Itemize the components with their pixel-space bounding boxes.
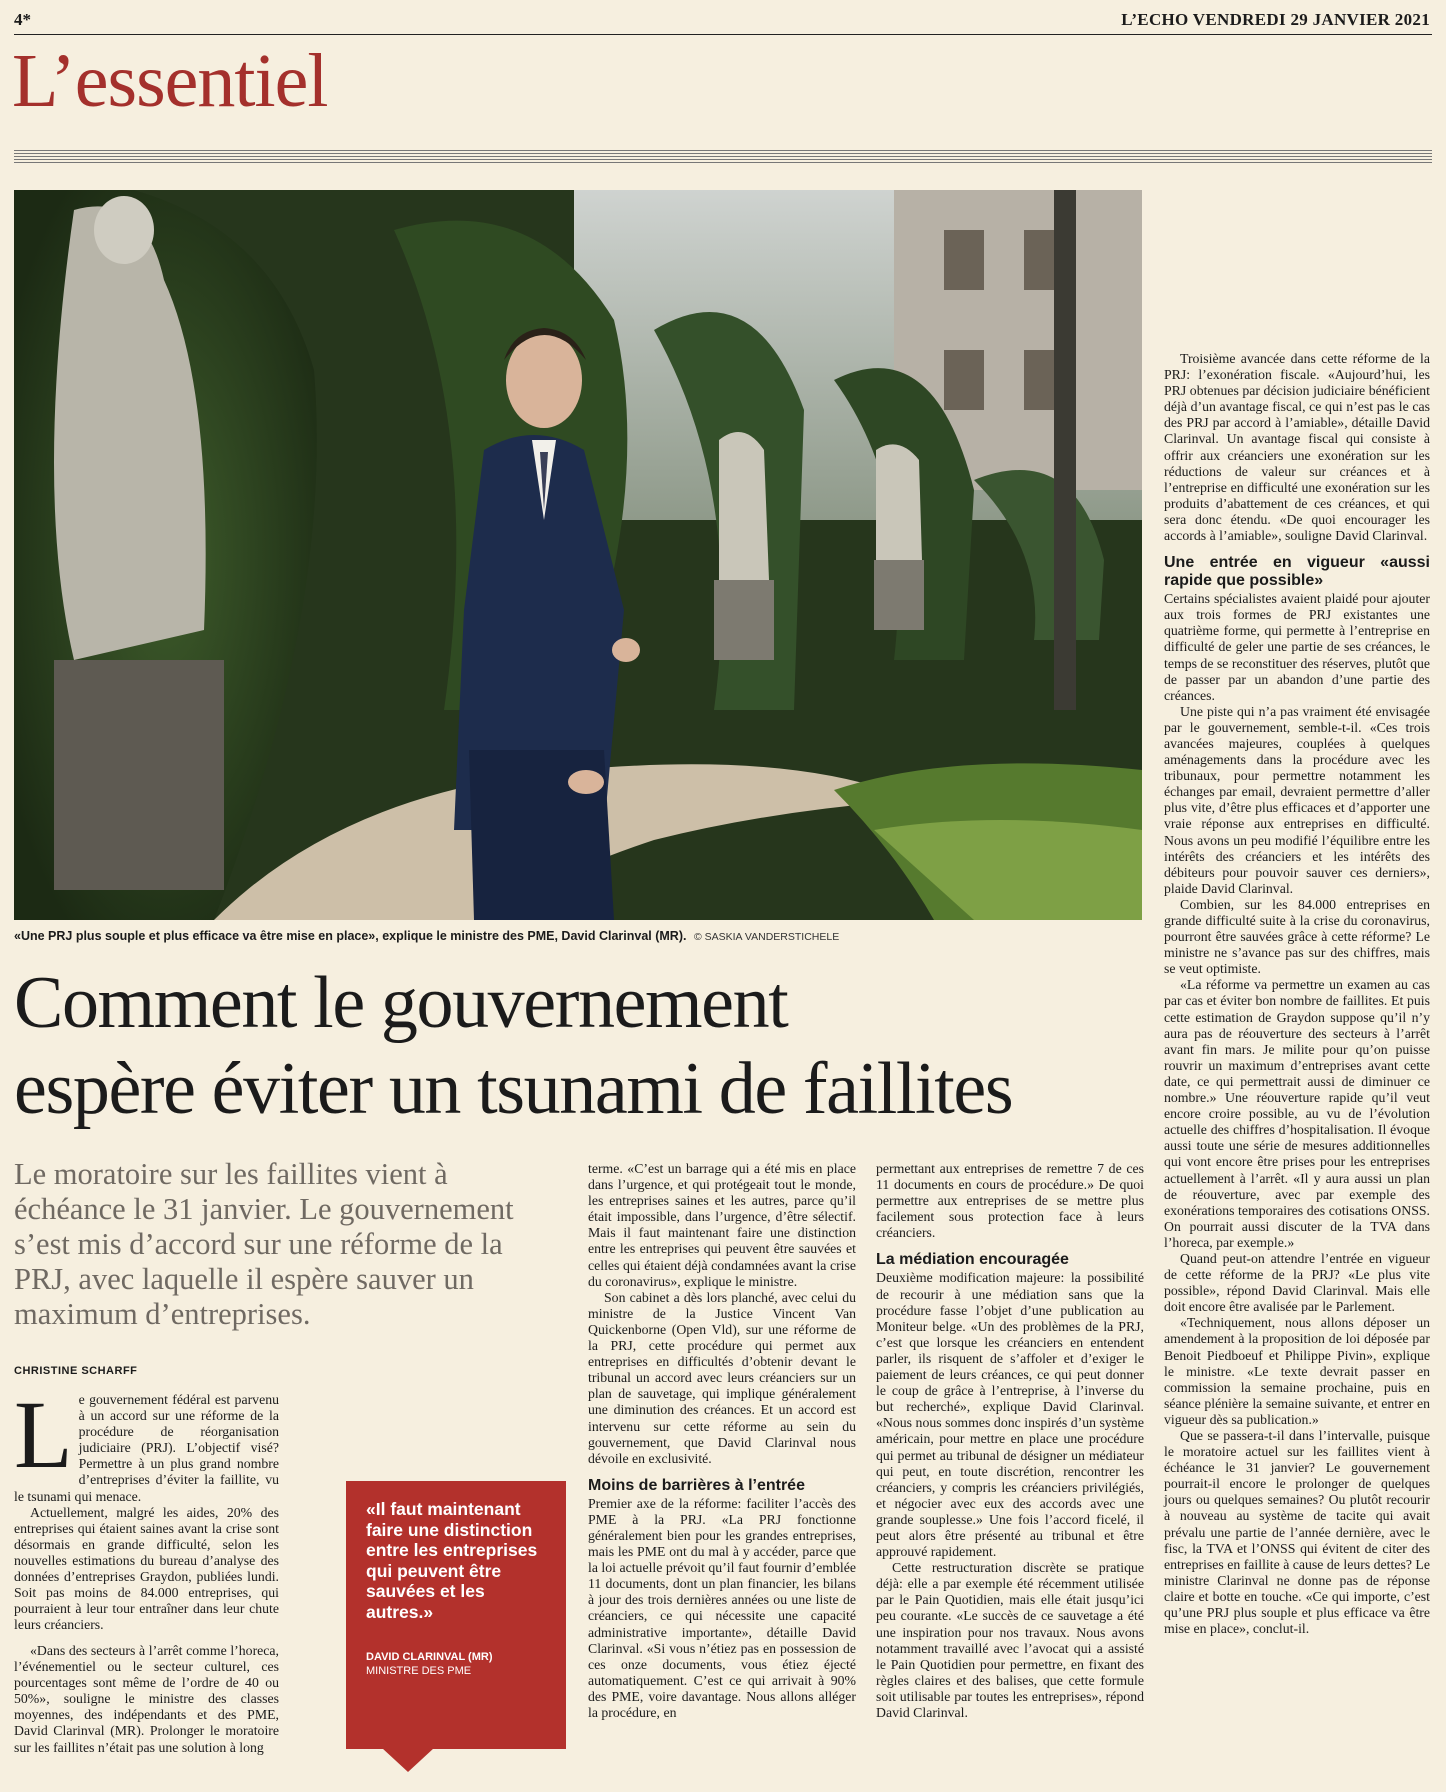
paragraph: Une piste qui n’a pas vraiment été envisagée par le gouvernement, semble-t-il. «Ces trois avancées majeures, couplées à quelques aménagements dans la procédure avec les tribunaux, pour permettre notamment les échanges par email, devraient permettre d’aller plus vite, d’être plus efficaces et d’apporter une vraie réponse aux entreprises en difficulté. Nous avons un peu modifié l’équilibre entre les intérêts des créanciers et les intérêts des débiteurs pour pouvoir sauver ces derniers», plaide David Clarinval. [1164, 703, 1430, 896]
pull-quote [346, 1481, 566, 1749]
paragraph: Certains spécialistes avaient plaidé pour ajouter aux trois formes de PRJ existantes une quatrième forme, qui permette à l’entreprise en difficulté de geler une partie de ses créances, le temps de se reconstituer des réserves, plutôt que de passer par un abandon d’une partie des créances. [1164, 591, 1430, 703]
pull-quote-author: DAVID CLARINVAL (MR) [366, 1651, 493, 1663]
column-1-continued [14, 1643, 279, 1756]
paragraph: Actuellement, malgré les aides, 20% des entreprises qui étaient saines avant la crise sont désormais en grande difficulté, selon les nouvelles estimations du bureau d’analyse des données d’entreprises Graydon, publiées lundi. Soit pas moins de 84.000 entreprises, qui pourraient à leur tour entraîner dans leur chute leurs créanciers. [14, 1504, 279, 1633]
pull-quote-text: «Il faut maintenant faire une distinction entre les entreprises qui peuvent être sauvées et les autres.» [366, 1499, 538, 1622]
section-divider [14, 150, 1432, 164]
subhead-vigueur: Une entrée en vigueur «aussi rapide que possible» [1164, 554, 1430, 590]
dateline: L’ECHO VENDREDI 29 JANVIER 2021 [1121, 10, 1430, 29]
photo-caption [14, 929, 1144, 943]
article-photo [14, 190, 1142, 920]
page-number: 4* [14, 10, 31, 29]
top-rule [14, 34, 1432, 35]
column-4 [1164, 351, 1430, 1637]
column-1 [14, 1381, 279, 1633]
paragraph: Que se passera-t-il dans l’intervalle, puisque le moratoire actuel sur les faillites vient à échéance le 31 janvier? Le gouvernement pourrait-il encore le prolonger de quelques jours ou quelques semaines? Ou plutôt recourir à nouveau au système de tacite qui avait prévalu une partie de l’année dernière, avec le fisc, la TVA et l’ONSS qui évitent de citer des entreprises en faillite à cause de leurs dettes? Le ministre Clarinval ne donne pas de réponse claire et botte en touche. «Ce qui importe, c’est qu’une PRJ plus souple et plus efficace va être mise en place», conclut-il. [1164, 1428, 1430, 1637]
garden-portrait-illustration [14, 190, 1142, 920]
paragraph: permettant aux entreprises de remettre 7 de ces 11 documents en cours de procédure.» De quoi permettre aux entreprises de se mettre plus facilement sous protection face à leurs créanciers. [876, 1161, 1144, 1241]
column-3 [876, 1161, 1144, 1721]
byline: CHRISTINE SCHARFF [14, 1365, 138, 1377]
article-lede: Le moratoire sur les faillites vient à échéance le 31 janvier. Le gouvernement s’est mis d’accord sur une réforme de la PRJ, avec laquelle il espère sauver un maximum d’entreprises. [14, 1157, 514, 1331]
caption-text: «Une PRJ plus souple et plus efficace va être mise en place», explique le ministre des PME, David Clarinval (MR). [14, 929, 687, 943]
subhead-mediation: La médiation encouragée [876, 1251, 1069, 1269]
photo-credit: © SASKIA VANDERSTICHELE [693, 931, 840, 943]
paragraph: Cette restructuration discrète se pratique déjà: elle a par exemple été récemment utilisée par le Pain Quotidien, mais elle était jusqu’ici peu courante. «Le succès de ce sauvetage a été une inspiration pour nos travaux. Nous avons notamment travaillé avec l’avocat qui a assisté le Pain Quotidien pour permettre, en fixant des règles claires et des balises, que cette formule soit utilisable par toutes les entreprises», répond David Clarinval. [876, 1560, 1144, 1720]
paragraph: «La réforme va permettre un examen au cas par cas et éviter bon nombre de faillites. Et puis cette estimation de Graydon suppose qu’il n’y aura pas de réouverture des secteurs à l’arrêt avant fin mars. Je milite pour qu’on puisse rouvrir un maximum d’entreprises avant cette date, ce qui permettrait aussi de diminuer ce nombre.» Une réouverture rapide qu’il veut encore croire possible, au vu de l’évolution actuelle des chiffres d’hospitalisation. Il évoque aussi toute une série de mesures additionnelles qui vont encore être prises pour les entreprises actuellement à l’arrêt. «Il y aura aussi un plan de réouverture, avec par exemple des exonérations temporaires des cotisations ONSS. On pourrait aussi discuter de la TVA dans l’horeca, par exemple.» [1164, 977, 1430, 1250]
paragraph: «Techniquement, nous allons déposer un amendement à la proposition de loi déposée par Benoit Piedboeuf et Philippe Pivin», explique le ministre. «Le texte devrait passer en commission la semaine prochaine, puis en séance plénière la semaine suivante, et entrer en vigueur dès sa publication.» [1164, 1315, 1430, 1427]
paragraph-text: e gouvernement fédéral est parvenu à un accord sur une réforme de la procédure de réorganisation judiciaire (PRJ). L’objectif visé? Permettre à un plus grand nombre d’entreprises d’éviter la faillite, vu le tsunami qui menace. [14, 1392, 279, 1504]
paragraph: Combien, sur les 84.000 entreprises en grande difficulté suite à la crise du coronavirus, pourront être sauvées grâce à cette réforme? Le ministre ne s’avance pas sur des chiffres, mais se veut optimiste. [1164, 896, 1430, 977]
paragraph: Son cabinet a dès lors planché, avec celui du ministre de la Justice Vincent Van Quickenborne (Open Vld), sur une réforme de la PRJ, cette procédure qui permet aux entreprises en difficultés d’obtenir devant le tribunal un accord avec leurs créanciers sur un plan de sauvetage, qui implique généralement une diminution des créances. Et un accord est intervenu sur cette réforme au sein du gouvernement, que David Clarinval nous dévoile en exclusivité. [588, 1289, 856, 1466]
pull-quote-role: MINISTRE DES PME [366, 1665, 472, 1677]
headline-line-2: espère éviter un tsunami de faillites [14, 1048, 1013, 1130]
paragraph: Troisième avancée dans cette réforme de la PRJ: l’exonération fiscale. «Aujourd’hui, les PRJ obtenues par décision judiciaire bénéficient déjà d’un avantage fiscal, ce qui n’est pas le cas des PRJ par accord à l’amiable», détaille David Clarinval. Un avantage fiscal qui consiste à offrir aux créanciers une exonération sur les réductions de valeur sur créances et à l’entreprise en difficulté une exonération sur les produits d’abattement de ces créances, et qui sera donc étendu. «De quoi encourager les accords à l’amiable», souligne David Clarinval. [1164, 351, 1430, 544]
dropcap: L [14, 1381, 73, 1488]
paragraph: Deuxième modification majeure: la possibilité de recourir à une médiation sans que la procédure fasse l’objet d’une publication au Moniteur belge. «Un des problèmes de la PRJ, c’est que lorsque les créanciers en entendent parler, ils risquent de s’affoler et d’exiger le paiement de leurs créances, ce qui peut donner le coup de grâce à l’entreprise, à l’inverse du but recherché», explique David Clarinval. «Nous nous sommes donc inspirés d’un système américain, pour mettre en place une procédure qui permet au tribunal de désigner un médiateur qui peut, en toute discrétion, rencontrer les créanciers, y compris les créanciers privilégiés, et négocier avec eux des accords avec une grande souplesse.» Une fois l’accord ficelé, il peut alors être présenté au tribunal et être approuvé rapidement. [876, 1270, 1144, 1560]
paragraph: terme. «C’est un barrage qui a été mis en place dans l’urgence, et qui protégeait tout le monde, les entreprises saines et les autres, parce qu’il était impossible, dans l’urgence, d’être sélectif. Mais il faut maintenant faire une distinction entre les entreprises qui peuvent être sauvées et celles qui étaient déjà condamnées avant la crise du coronavirus», explique le ministre. [588, 1161, 856, 1289]
paragraph: «Dans des secteurs à l’arrêt comme l’horeca, l’événementiel ou le secteur culturel, ces pourcentages sont même de l’ordre de 40 ou 50%», souligne le ministre des classes moyennes, des indépendants et des PME, David Clarinval (MR). Prolonger le moratoire sur les faillites n’était pas une solution à long [14, 1643, 279, 1755]
paragraph: Quand peut-on attendre l’entrée en vigueur de cette réforme de la PRJ? «Le plus vite possible», répond David Clarinval. Mais elle doit encore être avalisée par le Parlement. [1164, 1250, 1430, 1315]
paragraph: Premier axe de la réforme: faciliter l’accès des PME à la PRJ. «La PRJ fonctionne généralement bien pour les grandes entreprises, mais les PME ont du mal à y accéder, parce que la loi actuelle prévoit qu’il faut fournir d’emblée 11 documents, dont un plan financier, les bilans à jour des trois dernières années ou une liste de créanciers, ce qui nécessite une capacité administrative importante», détaille David Clarinval. «Si vous n’étiez pas en possession de ces onze documents, vous étiez éjecté automatiquement. C’est ce qui arrivait à 90% des PME, voire davantage. Nous allons alléger la procédure, en [588, 1495, 856, 1720]
article-headline [14, 960, 1154, 1132]
section-title: L’essentiel [12, 39, 328, 123]
subhead-barrieres: Moins de barrières à l’entrée [588, 1476, 805, 1494]
column-2 [588, 1161, 856, 1721]
paragraph [14, 1381, 279, 1505]
headline-line-1: Comment le gouvernement [14, 962, 788, 1044]
pull-quote-tail [382, 1748, 434, 1772]
